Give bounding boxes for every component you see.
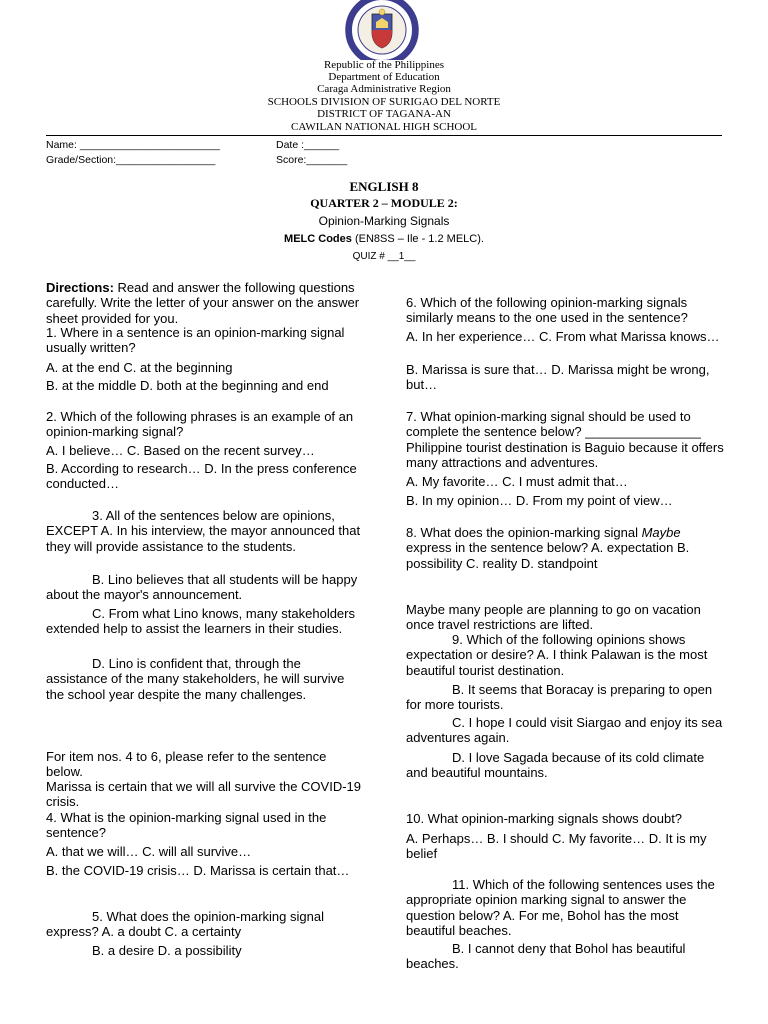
directions [46, 280, 364, 326]
question-9-option-b: B. It seems that Boracay is preparing to open for more tourists. [406, 682, 713, 713]
question-9-option-c: C. I hope I could visit Siargao and enjoy its sea adventures again. [406, 715, 723, 746]
question-6-options-b: B. Marissa is sure that… D. Marissa might be wrong, but… [406, 362, 710, 393]
question-2-options-b: B. According to research… D. In the press conference conducted… [46, 461, 357, 492]
module-title: QUARTER 2 – MODULE 2: [310, 196, 458, 210]
question-3-option-b: B. Lino believes that all students will be happy about the mayor's announcement. [46, 572, 358, 603]
melc-code-value: (EN8SS – Ile - 1.2 MELC). [354, 233, 484, 245]
question-6-options-a: A. In her experience… C. From what Marissa knows… [406, 329, 720, 344]
score-field[interactable]: Score:_______ [276, 154, 348, 166]
question-1-options-a: A. at the end C. at the beginning [46, 360, 233, 375]
question-11-option-b: B. I cannot deny that Bohol has beautiful beaches. [406, 941, 686, 972]
question-3-option-d: D. Lino is confident that, through the assistance of the many stakeholders, he will survive the school year despite the many challenges. [46, 656, 345, 702]
question-2: 2. Which of the following phrases is an example of an opinion-marking signal? [46, 409, 354, 440]
question-6: 6. Which of the following opinion-marking signals similarly means to the one used in the sentence? [406, 295, 688, 326]
question-8 [406, 525, 724, 571]
question-4: 4. What is the opinion-marking signal used in the sentence? [46, 810, 327, 841]
question-7-sentence: Philippine tourist destination is Baguio because it offers many attractions and adventures. [406, 440, 724, 471]
melc-codes: MELC Codes (EN8SS – Ile - 1.2 MELC). [284, 233, 484, 245]
question-2-options-a: A. I believe… C. Based on the recent survey… [46, 443, 315, 458]
header-department: Department of Education [328, 71, 440, 83]
question-9-option-d: D. I love Sagada because of its cold climate and beautiful mountains. [406, 750, 705, 781]
question-1: 1. Where in a sentence is an opinion-marking signal usually written? [46, 325, 345, 356]
header-division: SCHOOLS DIVISION OF SURIGAO DEL NORTE [267, 96, 501, 108]
question-3-option-c: C. From what Lino knows, many stakeholders extended help to assist the learners in their studies. [46, 606, 355, 637]
question-8-sentence: Maybe many people are planning to go on vacation once travel restrictions are lifted. [406, 602, 701, 633]
header-school: CAWILAN NATIONAL HIGH SCHOOL [291, 121, 477, 133]
question-7: 7. What opinion-marking signal should be used to complete the sentence below? ________________ [406, 409, 701, 440]
name-field[interactable]: Name: ________________________ [46, 139, 220, 151]
question-5-option-b: B. a desire D. a possibility [92, 943, 242, 958]
deped-seal [342, 0, 422, 60]
question-5: 5. What does the opinion-marking signal express? A. a doubt C. a certainty [46, 909, 324, 940]
question-7-options-a: A. My favorite… C. I must admit that… [406, 474, 628, 489]
question-3: 3. All of the sentences below are opinions, EXCEPT A. In his interview, the mayor announced that they will provide assistance to the students. [46, 508, 361, 554]
header-district: DISTRICT OF TAGANA-AN [317, 108, 451, 120]
question-4-options-b: B. the COVID-19 crisis… D. Marissa is certain that… [46, 863, 350, 878]
question-8-prefix: 8. What does the opinion-marking signal [406, 525, 642, 540]
date-field[interactable]: Date :______ [276, 139, 340, 151]
grade-section-field[interactable]: Grade/Section:_________________ [46, 154, 216, 166]
directions-label: Directions: [46, 280, 114, 295]
question-10-options: A. Perhaps… B. I should C. My favorite… D. It is my belief [406, 831, 707, 862]
header-divider [46, 135, 722, 136]
reference-sentence: Marissa is certain that we will all survive the COVID-19 crisis. [46, 779, 361, 810]
question-7-options-b: B. In my opinion… D. From my point of view… [406, 493, 673, 508]
question-11: 11. Which of the following sentences uses the appropriate opinion marking signal to answer the question below? A. For me, Bohol has the most beautiful beaches. [406, 877, 715, 938]
subject-title: ENGLISH 8 [349, 179, 419, 194]
header-republic: Republic of the Philippines [323, 59, 445, 71]
question-9: 9. Which of the following opinions shows expectation or desire? A. I think Palawan is the most beautiful tourist destination. [406, 632, 708, 678]
question-4-options-a: A. that we will… C. will all survive… [46, 844, 252, 859]
reference-note: For item nos. 4 to 6, please refer to the sentence below. [46, 749, 327, 780]
directions-text: Read and answer the following questions carefully. Write the letter of your answer on the answer sheet provided for you. [46, 280, 360, 326]
topic-title: Opinion-Marking Signals [318, 214, 450, 228]
quiz-number: QUIZ # __1__ [352, 251, 416, 262]
question-8-emphasis: Maybe [641, 525, 681, 540]
header-region: Caraga Administrative Region [317, 83, 451, 95]
question-8-suffix: express in the sentence below? A. expectation B. possibility C. reality D. standpoint [406, 540, 690, 571]
question-1-options-b: B. at the middle D. both at the beginning and end [46, 378, 329, 393]
question-10: 10. What opinion-marking signals shows doubt? [406, 811, 683, 826]
